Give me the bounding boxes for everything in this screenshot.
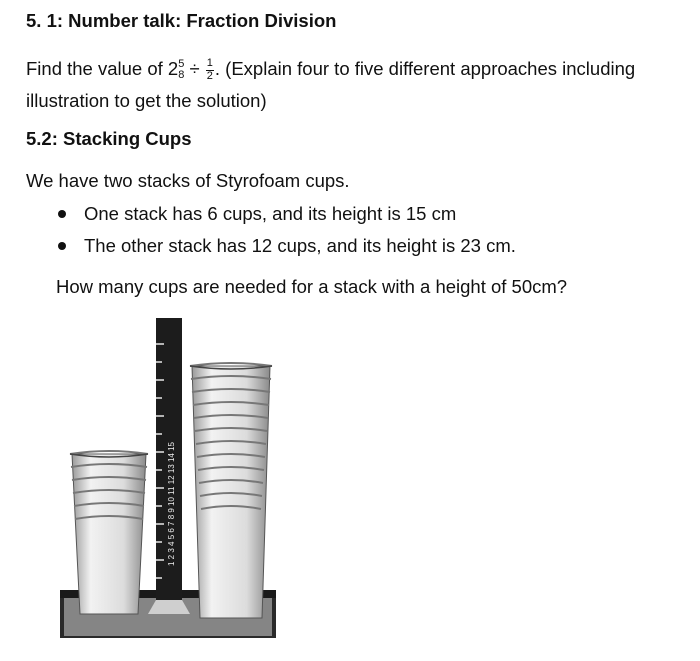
prompt-text-before: Find the value of 2: [26, 58, 179, 79]
divisor-denominator: 2: [206, 69, 213, 82]
section-2-intro: We have two stacks of Styrofoam cups.: [26, 170, 350, 191]
mixed-numerator: 5: [178, 57, 185, 70]
tall-cup-stack: [190, 363, 272, 618]
section-1-prompt: [26, 58, 635, 82]
stacking-cups-photo: [56, 314, 282, 644]
prompt-text-after: . (Explain four to five different approaches including: [214, 58, 636, 79]
section-1-prompt-line-2: illustration to get the solution): [26, 90, 267, 111]
list-item: [58, 235, 516, 267]
divisor-fraction: [206, 58, 214, 82]
section-2-heading: 5.2: Stacking Cups: [26, 128, 192, 149]
measuring-ruler: [148, 318, 190, 614]
ruler-numbers: 1 2 3 4 5 6 7 8 9 10 11 12 13 14 15: [167, 442, 176, 566]
bullet-text: The other stack has 12 cups, and its height is 23 cm.: [84, 235, 516, 256]
bullet-icon: [58, 210, 66, 218]
mixed-denominator: 8: [178, 69, 185, 82]
divisor-numerator: 1: [206, 57, 213, 70]
section-2-question: How many cups are needed for a stack with a height of 50cm?: [56, 276, 568, 297]
bullet-list: [58, 203, 516, 267]
short-cup-stack: [70, 451, 148, 614]
division-operator: ÷: [184, 58, 205, 79]
section-1-heading: 5. 1: Number talk: Fraction Division: [26, 10, 337, 31]
bullet-icon: [58, 242, 66, 250]
bullet-text: One stack has 6 cups, and its height is 15 cm: [84, 203, 457, 224]
list-item: [58, 203, 516, 235]
